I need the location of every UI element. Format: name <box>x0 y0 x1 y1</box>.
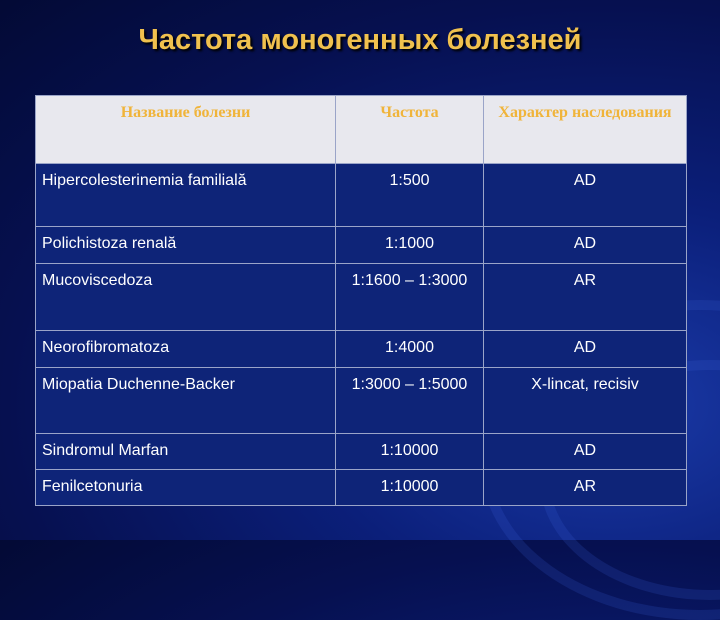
inheritance-cell <box>484 368 687 434</box>
disease-name-cell <box>36 470 336 506</box>
disease-name-cell <box>36 264 336 331</box>
table-row <box>36 470 687 506</box>
disease-name: Sindromul Marfan <box>42 442 169 459</box>
disease-name: Fenilcetonuria <box>42 478 143 495</box>
disease-name: Polichistoza renală <box>42 235 177 252</box>
inheritance: AR <box>573 272 597 289</box>
disease-name: Neorofibromatoza <box>42 339 170 356</box>
frequency: 1:3000 – 1:5000 <box>351 376 468 393</box>
disease-name: Miopatia Duchenne-Backer <box>42 376 235 393</box>
disease-name: Mucoviscedoza <box>42 272 153 289</box>
frequency-cell <box>336 164 484 227</box>
table-row <box>36 264 687 331</box>
inheritance-cell <box>484 434 687 470</box>
inheritance-cell <box>484 164 687 227</box>
frequency-cell <box>336 264 484 331</box>
diseases-table <box>35 95 687 506</box>
disease-name: Hipercolesterinemia familială <box>42 172 247 189</box>
frequency-cell <box>336 331 484 368</box>
disease-name-cell <box>36 331 336 368</box>
header-disease-name: Название болезни <box>36 96 336 164</box>
table-row <box>36 368 687 434</box>
frequency-cell <box>336 470 484 506</box>
disease-name-cell <box>36 227 336 264</box>
table-row <box>36 164 687 227</box>
inheritance: AD <box>573 172 597 189</box>
disease-name-cell <box>36 434 336 470</box>
inheritance: AD <box>573 442 597 459</box>
table-row <box>36 227 687 264</box>
inheritance-cell <box>484 227 687 264</box>
inheritance-cell <box>484 264 687 331</box>
inheritance: AD <box>573 339 597 356</box>
disease-name-cell <box>36 368 336 434</box>
inheritance-cell <box>484 331 687 368</box>
frequency: 1:10000 <box>380 442 439 459</box>
inheritance-cell <box>484 470 687 506</box>
frequency: 1:1000 <box>385 235 434 252</box>
slide-title: Частота моногенных болезней <box>138 24 582 56</box>
table-row <box>36 434 687 470</box>
frequency: 1:1600 – 1:3000 <box>351 272 468 289</box>
header-inheritance: Характер наследования <box>484 96 687 164</box>
table-row <box>36 331 687 368</box>
inheritance: AD <box>573 235 597 252</box>
frequency: 1:10000 <box>380 478 439 495</box>
table-header-row <box>36 96 687 164</box>
inheritance: X-lincat, recisiv <box>531 376 639 393</box>
header-frequency: Частота <box>336 96 484 164</box>
frequency: 1:500 <box>389 172 430 189</box>
frequency-cell <box>336 368 484 434</box>
frequency-cell <box>336 434 484 470</box>
frequency: 1:4000 <box>385 339 434 356</box>
disease-name-cell <box>36 164 336 227</box>
frequency-cell <box>336 227 484 264</box>
inheritance: AR <box>573 478 597 495</box>
